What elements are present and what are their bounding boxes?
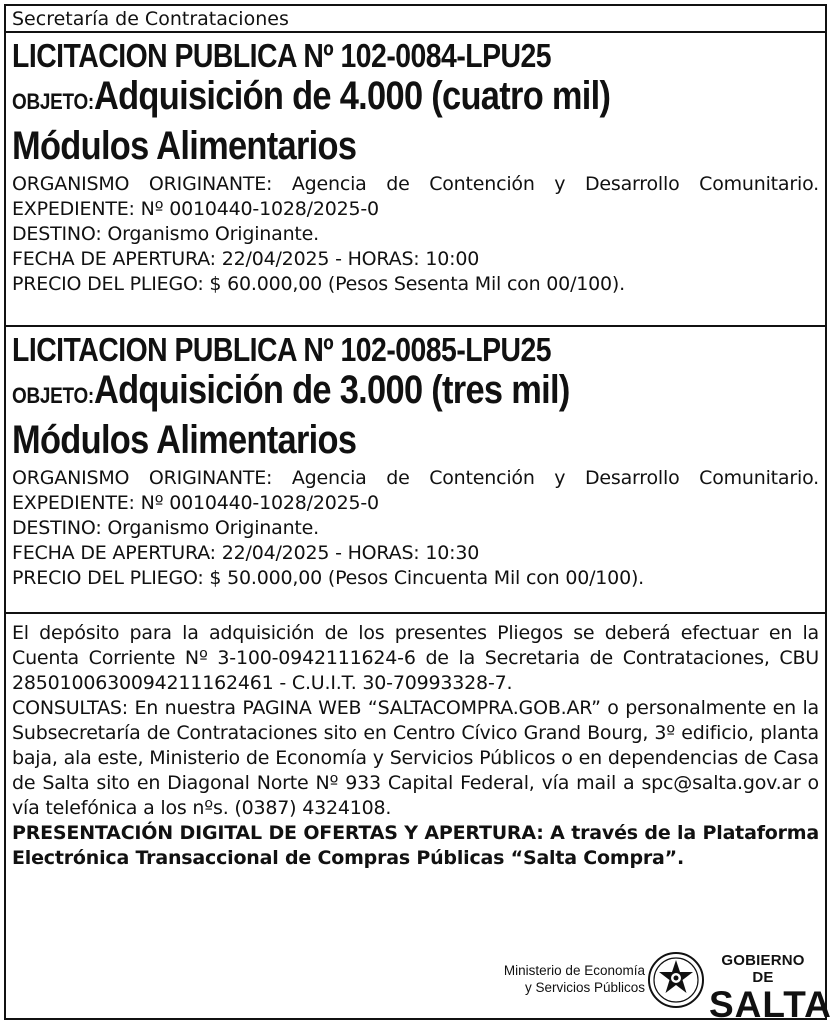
footer-logos <box>477 948 832 1025</box>
header-secretaria: Secretaría de Contrataciones <box>6 6 825 33</box>
tender-details <box>12 172 819 297</box>
objeto-text-continued: Módulos Alimentarios <box>12 124 357 168</box>
tender-section-1 <box>6 37 825 327</box>
precio-pliego-text: PRECIO DEL PLIEGO: $ 50.000,00 (Pesos Cincuenta Mil con 00/100). <box>12 567 645 589</box>
salta-text: SALTA <box>709 984 832 1025</box>
tender-section-2 <box>6 331 825 614</box>
ministry-line-2: y Servicios Públicos <box>524 980 645 995</box>
tender-objeto-line <box>12 369 706 420</box>
organismo-text: ORGANISMO ORIGINANTE: Agencia de Contención y Desarrollo Comunitario. EXPEDIENTE: Nº 0010440-1028/2025-0 <box>12 467 819 514</box>
objeto-text: Adquisición de 4.000 (cuatro mil) <box>93 74 611 118</box>
consultas-text: CONSULTAS: En nuestra PAGINA WEB “SALTACOMPRA.GOB.AR” o personalmente en la Subsecretaría de Contrataciones sito en Centro Cívico Grand Bourg, 3º edificio, planta baja, ala este, Ministerio de Economía y Servicios Públicos o en dependencias de Casa de Salta sito en Diagonal Norte Nº 933 Capital Federal, vía mail a spc@salta.gov.ar o vía telefónica a los nºs. (0387) 4324108. <box>12 697 819 819</box>
tender-objeto-line <box>12 75 706 126</box>
objeto-label: OBJETO: <box>12 89 94 114</box>
gobierno-de-text: GOBIERNO DE <box>721 952 805 986</box>
ministry-line-1: Ministerio de Economía <box>503 963 645 978</box>
destino-text: DESTINO: Organismo Originante. <box>12 517 319 539</box>
deposito-text: El depósito para la adquisición de los presentes Pliegos se deberá efectuar en la Cuenta Corriente Nº 3-100-0942111624-6 de la Secretaria de Contrataciones, CBU 2850100630094211162461 - C.U.I.T. 30-70993328-7. <box>12 622 819 694</box>
objeto-label: OBJETO: <box>12 383 94 408</box>
organismo-text: ORGANISMO ORIGINANTE: Agencia de Contención y Desarrollo Comunitario. EXPEDIENTE: Nº 0010440-1028/2025-0 <box>12 173 819 220</box>
info-section <box>6 614 825 871</box>
ministry-name <box>504 962 645 996</box>
precio-pliego-text: PRECIO DEL PLIEGO: $ 60.000,00 (Pesos Sesenta Mil con 00/100). <box>12 273 625 295</box>
fecha-apertura-text: FECHA DE APERTURA: 22/04/2025 - HORAS: 10:30 <box>12 542 480 564</box>
objeto-text-continued: Módulos Alimentarios <box>12 418 357 462</box>
info-text <box>12 621 819 871</box>
destino-text: DESTINO: Organismo Originante. <box>12 223 319 245</box>
presentacion-text: PRESENTACIÓN DIGITAL DE OFERTAS Y APERTURA: A través de la Plataforma Electrónica Transaccional de Compras Públicas “Salta Compra”. <box>12 822 819 869</box>
tender-title: LICITACION PUBLICA Nº 102-0084-LPU25 <box>12 37 552 74</box>
fecha-apertura-text: FECHA DE APERTURA: 22/04/2025 - HORAS: 10:00 <box>12 248 480 270</box>
tender-title: LICITACION PUBLICA Nº 102-0085-LPU25 <box>12 331 552 368</box>
tender-details <box>12 466 819 591</box>
notice-frame <box>4 4 832 1025</box>
salta-seal-icon <box>647 950 705 1010</box>
objeto-text: Adquisición de 3.000 (tres mil) <box>93 368 570 412</box>
gobierno-salta-logo <box>709 952 832 1025</box>
